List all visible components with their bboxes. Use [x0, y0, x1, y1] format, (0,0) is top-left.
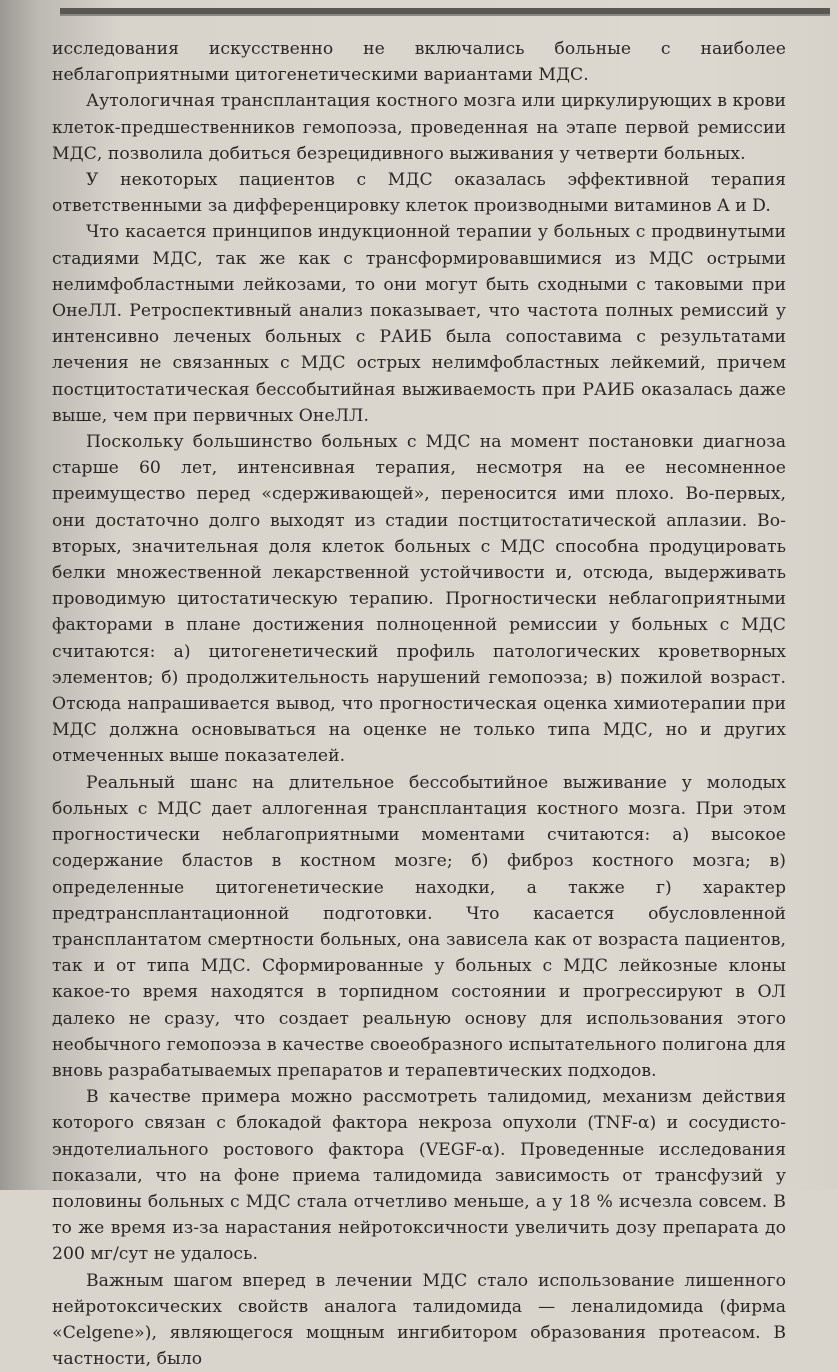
body-text	[52, 36, 786, 1372]
paragraph: Поскольку большинство больных с МДС на момент постановки диагноза старше 60 лет, интенсивная терапия, несмотря на ее несомненное преимущество перед «сдерживающей», переносится ими плохо. Во-первых, они достаточно долго выходят из стадии постцитостатической аплазии. Во-вторых, значительная доля клеток больных с МДС способна продуцировать белки множественной лекарственной устойчивости и, отсюда, выдерживать проводимую цитостатическую терапию. Прогностически неблагоприятными факторами в плане достижения полноценной ремиссии у больных с МДС считаются: а) цитогенетический профиль патологических кроветворных элементов; б) продолжительность нарушений гемопоэза; в) пожилой возраст. Отсюда напрашивается вывод, что прогностическая оценка химиотерапии при МДС должна основываться на оценке не только типа МДС, но и других отмеченных выше показателей.	[52, 432, 786, 767]
paragraph: Важным шагом вперед в лечении МДС стало использование лишенного нейротоксических свойств аналога талидомида — леналидомида (фирма «Celgene»), являющегося мощным ингибитором образования протеасом. В частности, было	[52, 1270, 786, 1370]
paragraph: исследования искусственно не включались больные с наиболее неблагоприятными цитогенетическими вариантами МДС.	[52, 39, 786, 86]
paragraph: В качестве примера можно рассмотреть талидомид, механизм действия которого связан с блокадой фактора некроза опухоли (TNF-α) и сосудисто-эндотелиального ростового фактора (VEGF-α). Проведенные исследования показали, что на фоне приема талидомида зависимость от трансфузий у половины больных с МДС стала отчетливо меньше, а у 18 % исчезла совсем. В то же время из-за нарастания нейротоксичности увеличить дозу препарата до 200 мг/сут не удалось.	[52, 1087, 786, 1265]
paragraph: Что касается принципов индукционной терапии у больных с продвинутыми стадиями МДС, так же как с трансформировавшимися из МДС острыми нелимфобластными лейкозами, то они могут быть сходными с таковыми при ОнеЛЛ. Ретроспективный анализ показывает, что частота полных ремиссий у интенсивно леченых больных с РАИБ была сопоставима с результатами лечения не связанных с МДС острых нелимфобластных лейкемий, причем постцитостатическая бессобытийная выживаемость при РАИБ оказалась даже выше, чем при первичных ОнеЛЛ.	[52, 222, 786, 426]
header-rule	[60, 8, 830, 16]
paragraph: У некоторых пациентов с МДС оказалась эффективной терапия ответственными за дифференцировку клеток производными витаминов A и D.	[52, 170, 786, 217]
paragraph: Аутологичная трансплантация костного мозга или циркулирующих в крови клеток-предшественников гемопоэза, проведенная на этапе первой ремиссии МДС, позволила добиться безрецидивного выживания у четверти больных.	[52, 91, 786, 164]
paragraph: Реальный шанс на длительное бессобытийное выживание у молодых больных с МДС дает аллогенная трансплантация костного мозга. При этом прогностически неблагоприятными моментами считаются: а) высокое содержание бластов в костном мозге; б) фиброз костного мозга; в) определенные цитогенетические находки, а также г) характер предтрансплантационной подготовки. Что касается обусловленной трансплантатом смертности больных, она зависела как от возраста пациентов, так и от типа МДС. Сформированные у больных с МДС лейкозные клоны какое-то время находятся в торпидном состоянии и прогрессируют в ОЛ далеко не сразу, что создает реальную основу для использования этого необычного гемопоэза в качестве своеобразного испытательного полигона для вновь разрабатываемых препаратов и терапевтических подходов.	[52, 772, 786, 1081]
